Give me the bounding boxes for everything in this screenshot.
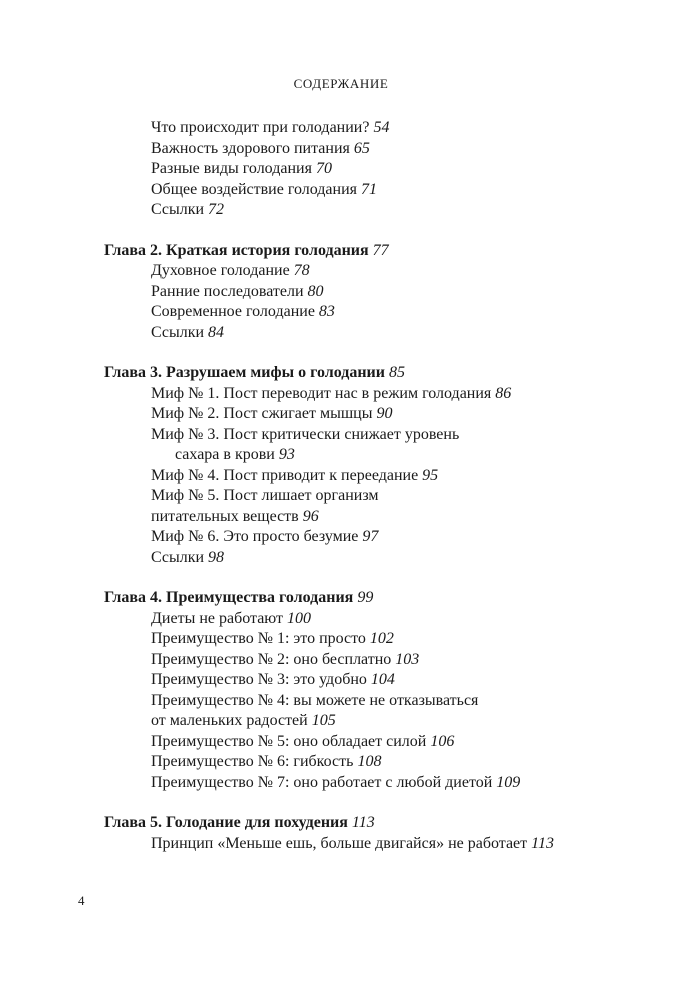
toc-entry-title: Миф № 2. Пост сжигает мышцы — [151, 405, 377, 422]
toc-page-number: 106 — [430, 732, 455, 750]
toc-entry-title: Принцип «Меньше ешь, больше двигайся» не работает — [151, 834, 532, 852]
toc-entry-title: Преимущество № 1: это просто — [151, 630, 370, 647]
toc-entry-title: Духовное голодание — [151, 262, 294, 279]
toc-entry — [0, 425, 682, 446]
toc-entry — [0, 139, 682, 160]
toc-page-number: 109 — [496, 773, 521, 791]
toc-page-number: 105 — [311, 712, 336, 729]
toc-entry — [0, 486, 682, 507]
toc-page-number: 70 — [315, 160, 332, 177]
toc-entry — [0, 527, 682, 548]
toc-page-number: 93 — [278, 446, 295, 463]
toc-entry-title: Ссылки — [151, 548, 209, 566]
toc-entry-title: Диеты не работают — [151, 609, 288, 627]
toc-entry-title: от маленьких радостей — [151, 712, 312, 729]
toc-entry-title: Преимущество № 4: вы можете не отказываться — [151, 691, 479, 709]
toc-entry-title: Глава 2. Краткая история голодания — [104, 241, 373, 259]
toc-page-number: 90 — [376, 405, 393, 422]
toc-entry — [0, 711, 682, 732]
toc-page-number: 102 — [369, 630, 394, 647]
toc-entry-title: Миф № 1. Пост переводит нас в режим голодания — [151, 384, 496, 402]
toc-entry-title: Преимущество № 6: гибкость — [151, 753, 358, 770]
toc-entry — [0, 650, 682, 671]
toc-page-number: 104 — [370, 671, 395, 688]
toc-entry — [0, 261, 682, 282]
toc-entry — [0, 732, 682, 753]
table-of-contents — [0, 118, 682, 854]
toc-entry-title: Ссылки — [151, 201, 209, 218]
toc-entry — [0, 670, 682, 691]
toc-entry — [0, 159, 682, 180]
toc-page-number: 77 — [372, 241, 389, 259]
toc-entry — [0, 445, 682, 466]
toc-entry-title: питательных веществ — [151, 507, 303, 525]
toc-entry-title: Преимущество № 2: оно бесплатно — [151, 650, 396, 668]
toc-entry-title: Преимущество № 3: это удобно — [151, 671, 371, 688]
toc-page-number: 113 — [351, 814, 375, 831]
toc-entry — [0, 752, 682, 773]
toc-page-number: 86 — [495, 384, 512, 402]
toc-chapter-heading — [0, 588, 682, 609]
running-head: СОДЕРЖАНИЕ — [293, 76, 389, 91]
toc-entry — [0, 629, 682, 650]
toc-page-number: 99 — [357, 589, 374, 606]
toc-entry — [0, 548, 682, 569]
toc-entry — [0, 180, 682, 201]
toc-entry-title: Миф № 6. Это просто безумие — [151, 528, 363, 545]
toc-entry-title: Глава 5. Голодание для похудения — [104, 814, 352, 831]
toc-entry — [0, 609, 682, 630]
toc-entry-title: Глава 3. Разрушаем мифы о голодании — [104, 364, 389, 381]
toc-entry-title: Преимущество № 7: оно работает с любой диетой — [151, 773, 497, 791]
toc-page-number: 71 — [361, 180, 378, 198]
toc-entry-title: Разные виды голодания — [151, 160, 316, 177]
toc-entry — [0, 507, 682, 528]
toc-entry-title: Важность здорового питания — [151, 139, 354, 157]
page-number: 4 — [78, 893, 85, 908]
toc-page-number: 95 — [422, 466, 439, 484]
toc-entry — [0, 384, 682, 405]
toc-page-number: 78 — [293, 262, 310, 279]
toc-entry-title: Современное голодание — [151, 303, 319, 320]
toc-page-number: 80 — [307, 282, 324, 300]
toc-entry — [0, 282, 682, 303]
toc-page-number: 96 — [302, 507, 319, 525]
toc-entry-title: Преимущество № 5: оно обладает силой — [151, 732, 431, 750]
toc-entry — [0, 466, 682, 487]
toc-entry — [0, 773, 682, 794]
toc-page-number: 100 — [287, 609, 312, 627]
toc-page-number: 83 — [318, 303, 335, 320]
toc-page-number: 113 — [531, 834, 554, 852]
toc-entry-title: сахара в крови — [175, 446, 279, 463]
toc-page-number: 84 — [208, 323, 225, 341]
toc-entry — [0, 834, 682, 855]
toc-entry-title: Миф № 3. Пост критически снижает уровень — [151, 425, 460, 443]
toc-entry — [0, 200, 682, 221]
toc-chapter-heading — [0, 363, 682, 384]
toc-entry — [0, 691, 682, 712]
toc-entry — [0, 323, 682, 344]
toc-page-number: 72 — [208, 201, 225, 218]
toc-entry-title: Глава 4. Преимущества голодания — [104, 589, 358, 606]
toc-entry — [0, 302, 682, 323]
toc-page-number: 98 — [208, 548, 225, 566]
toc-chapter-heading — [0, 241, 682, 262]
toc-page-number: 65 — [353, 139, 370, 157]
toc-page-number: 108 — [357, 753, 382, 770]
toc-entry-title: Общее воздействие голодания — [151, 180, 362, 198]
toc-chapter-heading — [0, 813, 682, 834]
toc-page-number: 85 — [389, 364, 405, 381]
toc-entry — [0, 118, 682, 139]
toc-page-number: 54 — [373, 119, 390, 136]
toc-entry-title: Ссылки — [151, 323, 209, 341]
toc-page-number: 103 — [395, 650, 420, 668]
toc-entry-title: Что происходит при голодании? — [151, 119, 374, 136]
toc-entry-title: Миф № 5. Пост лишает организм — [151, 487, 379, 504]
toc-entry-title: Миф № 4. Пост приводит к переедание — [151, 466, 423, 484]
toc-page-number: 97 — [362, 528, 379, 545]
toc-entry-title: Ранние последователи — [151, 282, 308, 300]
toc-entry — [0, 404, 682, 425]
